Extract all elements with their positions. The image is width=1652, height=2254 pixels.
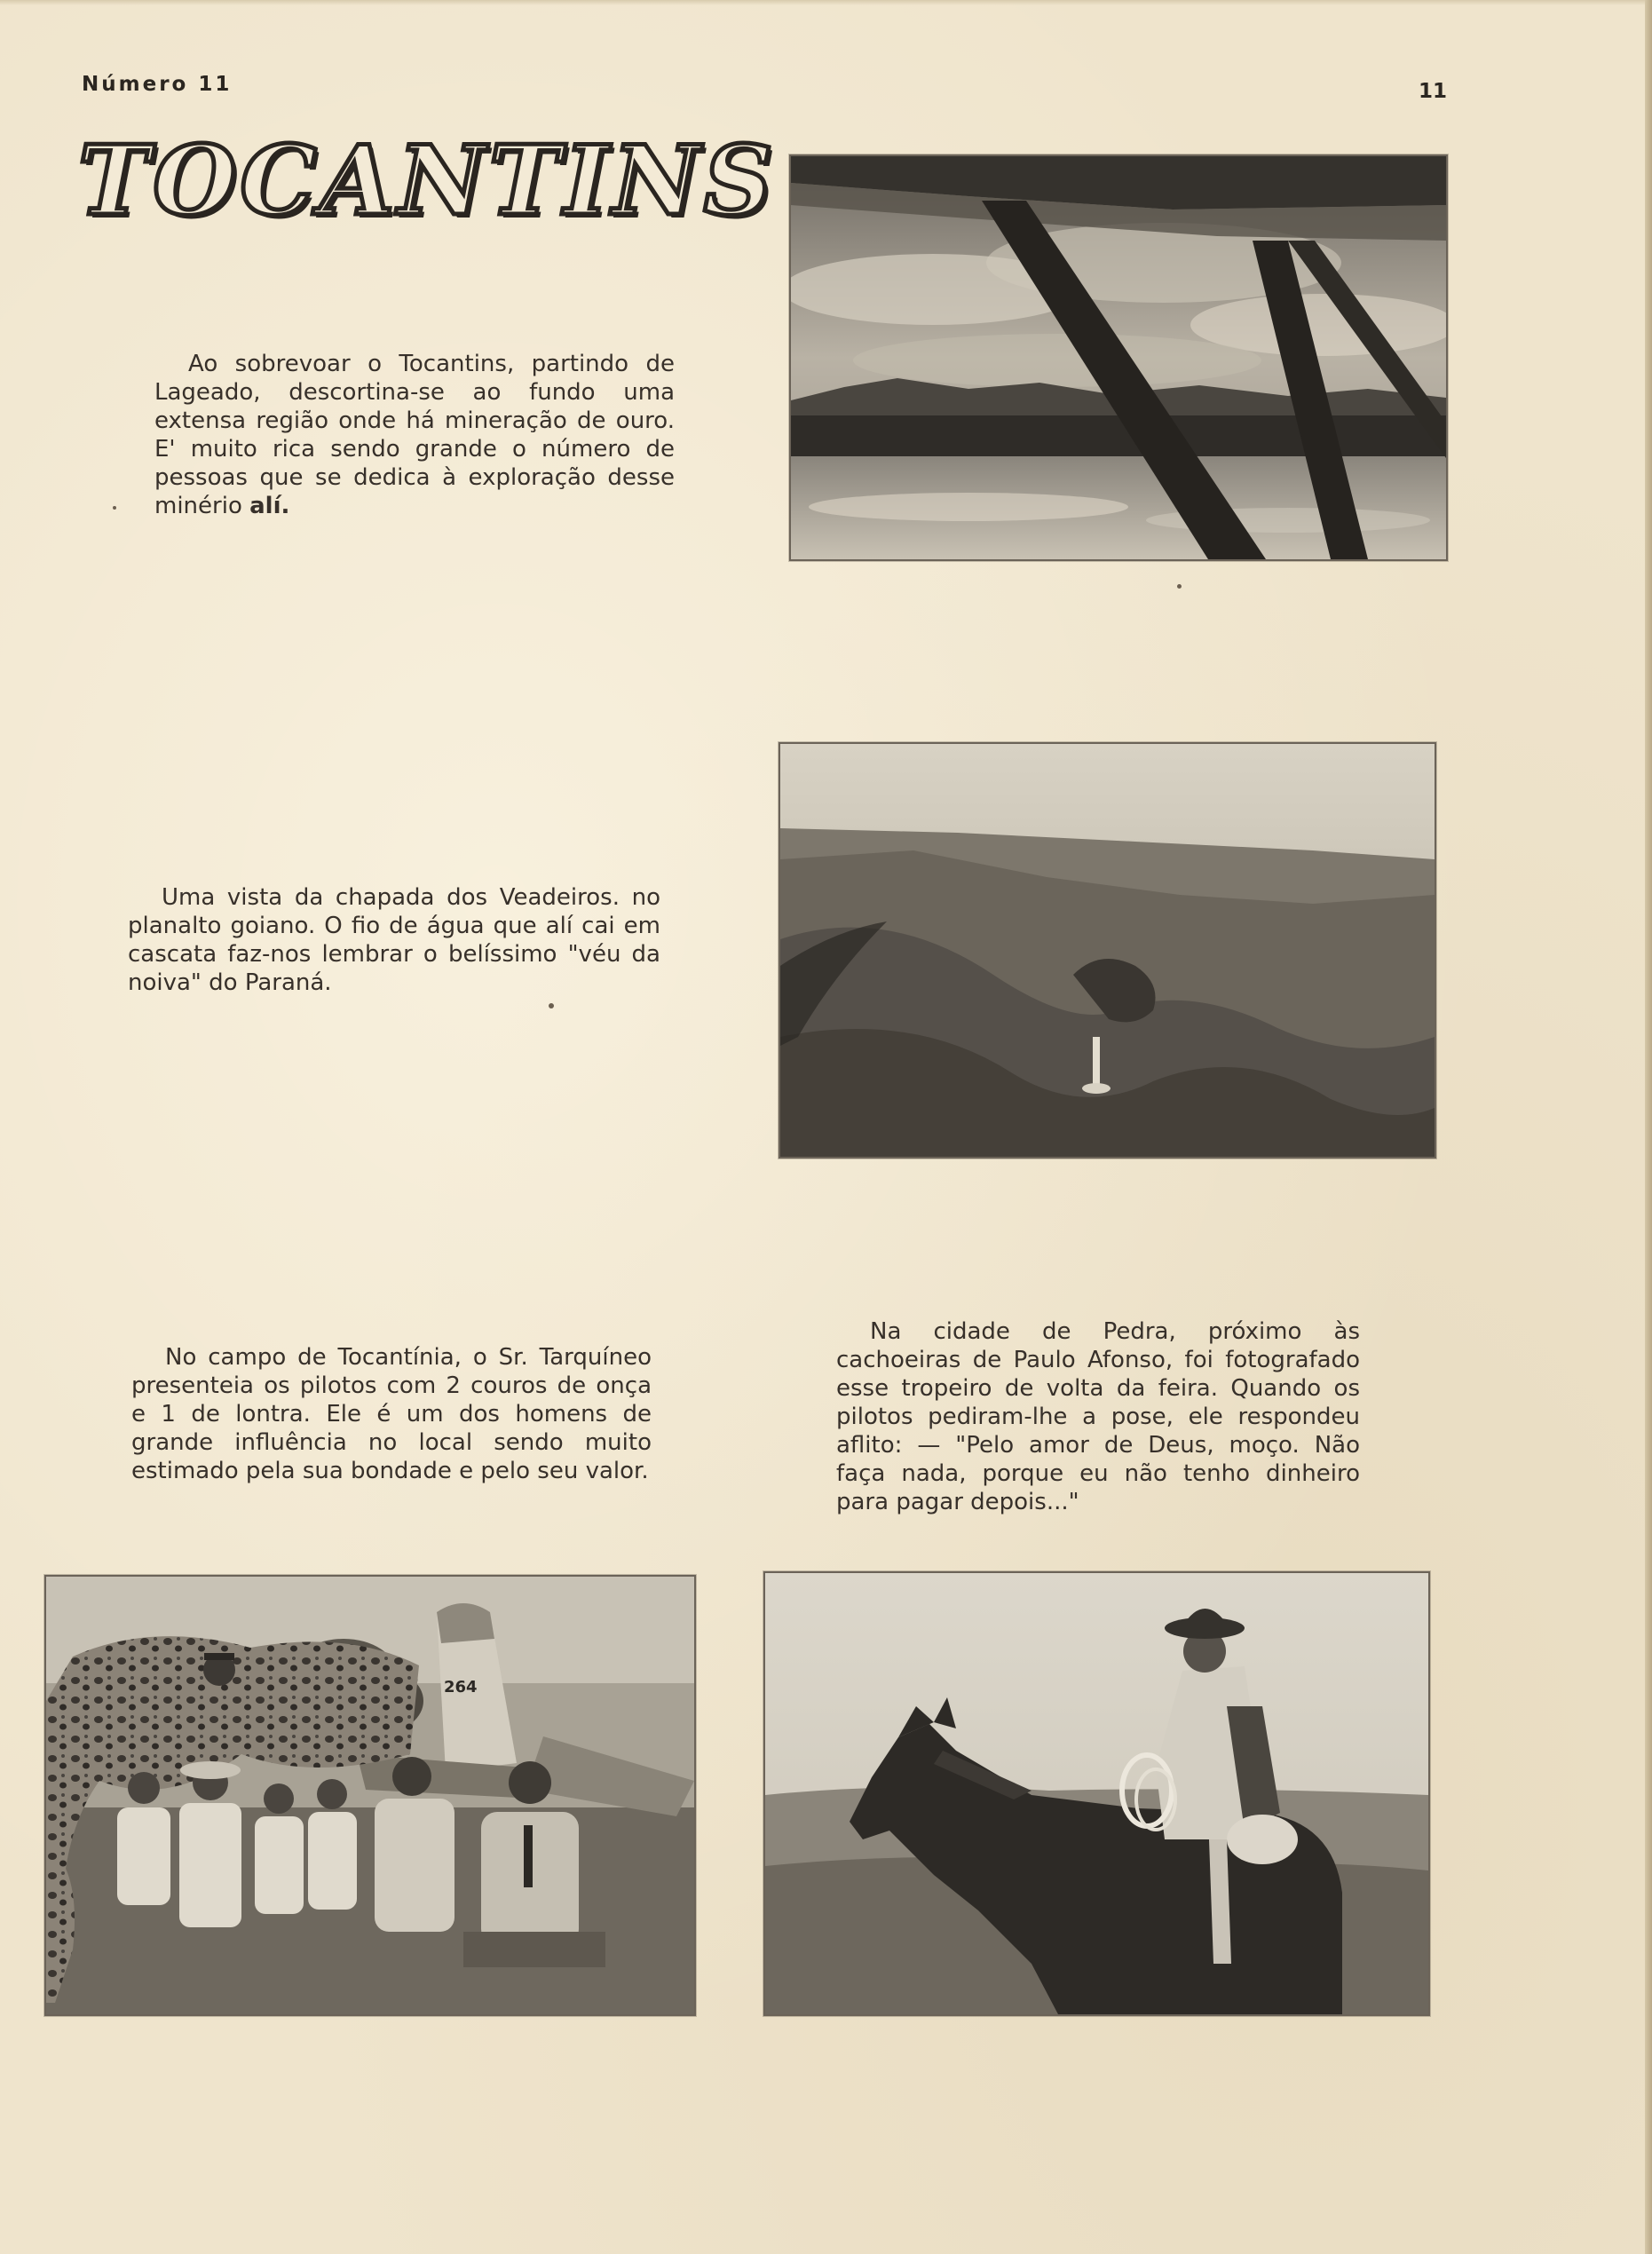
chapada-image (780, 744, 1435, 1157)
page-title: TOCANTINS (78, 125, 777, 237)
page-top-edge (0, 0, 1652, 5)
caption-paragraph: Na cidade de Pedra, próximo às cachoeiras de Paulo Afonso, foi fotografado esse tropeiro de volta da feira. Quando os pilotos pediram-lhe a pose, ele respondeu aflito: — "Pelo amor de Deus, moço. Não faça nada, porque eu não tenho dinheiro para pagar depois..." (836, 1318, 1360, 1515)
photo-tropeiro (763, 1571, 1430, 2016)
page-right-edge (1645, 0, 1652, 2254)
caption-paragraph: No campo de Tocantínia, o Sr. Tarquíneo presenteia os pilotos com 2 couros de onça e 1 de lontra. Ele é um dos homens de grande influência no local sendo muito estimado pela sua bondade e pelo seu valor. (131, 1344, 652, 1484)
page-number: 11 (1419, 80, 1448, 103)
tropeiro-image (765, 1573, 1428, 2014)
caption-tocantinia (131, 1343, 652, 1485)
caption-chapada-veadeiros (128, 883, 660, 997)
issue-number: Número 11 (82, 73, 233, 96)
paper-speck (1177, 584, 1182, 589)
aerial-river-image (791, 156, 1446, 559)
aircraft-tail-number: 264 (444, 1678, 478, 1696)
photo-chapada-waterfall (779, 742, 1436, 1159)
photo-aerial-river (789, 154, 1448, 561)
caption-paragraph: Uma vista da chapada dos Veadeiros. no planalto goiano. O fio de água que alí cai em cascata faz-nos lembrar o belíssimo "véu da noiva" do Paraná. (128, 884, 660, 996)
paper-speck (549, 1003, 554, 1008)
caption-emphasis: alí. (249, 493, 290, 519)
caption-tropeiro (836, 1317, 1360, 1516)
caption-tocantins-flight (154, 350, 675, 520)
caption-paragraph (154, 350, 675, 520)
paper-speck (113, 506, 116, 510)
group-pelts-image (46, 1577, 694, 2014)
photo-group-pelts (44, 1575, 696, 2016)
caption-text: Ao sobrevoar o Tocantins, partindo de Lageado, descortina-se ao fundo uma extensa região onde há mineração de ouro. E' muito rica sendo grande o número de pessoas que se dedica à exploração desse minério (154, 351, 675, 519)
